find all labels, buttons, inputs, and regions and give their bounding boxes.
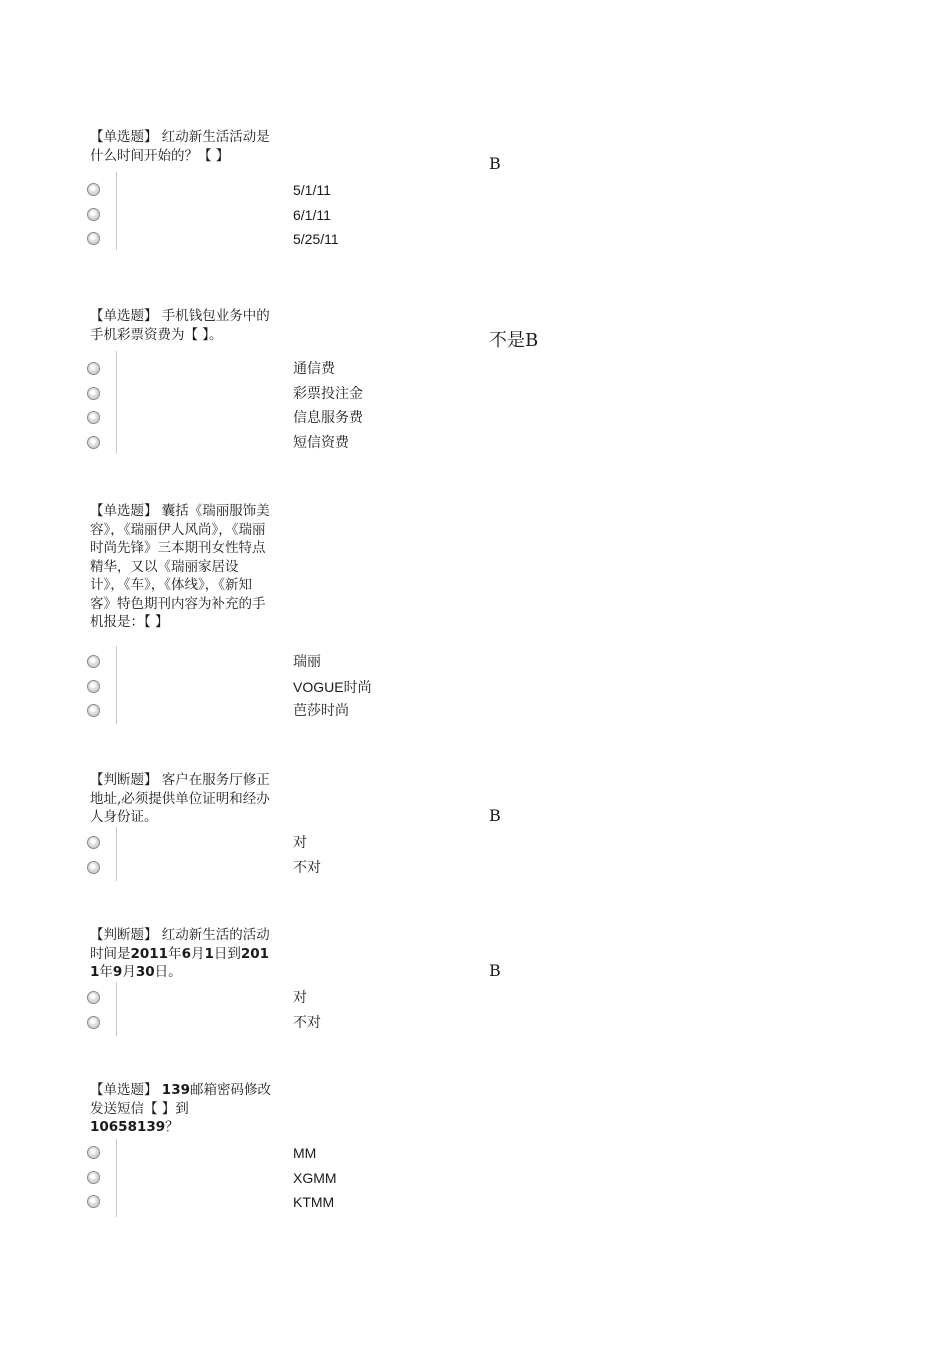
- radio-button[interactable]: [87, 1171, 100, 1184]
- radio-button[interactable]: [87, 436, 100, 449]
- question-text: 【单选题】 手机钱包业务中的手机彩票资费为【 】。: [90, 308, 270, 343]
- radio-button[interactable]: [87, 836, 100, 849]
- option-row[interactable]: [87, 180, 487, 204]
- option-row[interactable]: [87, 677, 487, 701]
- option-label: KTMM: [293, 1194, 335, 1210]
- option-label: 对: [293, 990, 307, 1006]
- radio-button[interactable]: [87, 1195, 100, 1208]
- option-label: 对: [293, 835, 307, 851]
- option-row[interactable]: [87, 858, 487, 882]
- question-prefix: 【判断题】 红动新生活的活动时间是: [90, 927, 270, 962]
- num-day-start: 1: [204, 945, 214, 962]
- answer-note: B: [489, 154, 501, 173]
- question-text: 【判断题】 客户在服务厅修正地址,必须提供单位证明和经办人身份证。: [90, 772, 270, 825]
- option-row[interactable]: [87, 384, 487, 408]
- option-label: XGMM: [293, 1170, 337, 1186]
- question-text: 【单选题】 红动新生活活动是什么时间开始的？【 】: [90, 129, 270, 164]
- radio-button[interactable]: [87, 232, 100, 245]
- unit-day-end: 日。: [154, 964, 182, 980]
- answer-note: B: [489, 806, 501, 825]
- radio-button[interactable]: [87, 680, 100, 693]
- num-year-start: 2011: [130, 945, 169, 962]
- radio-button[interactable]: [87, 411, 100, 424]
- option-row[interactable]: [87, 205, 487, 229]
- radio-button[interactable]: [87, 1016, 100, 1029]
- unit-month: 月: [122, 964, 136, 980]
- question-text: [90, 926, 278, 982]
- answer-note: B: [489, 961, 501, 980]
- option-label: 芭莎时尚: [293, 703, 349, 719]
- unit-year: 年: [168, 945, 182, 962]
- option-row[interactable]: [87, 652, 487, 676]
- option-label: MM: [293, 1145, 317, 1161]
- question-text: 【单选题】 囊括《瑞丽服饰美容》，《瑞丽伊人风尚》，《瑞丽时尚先锋》三本期刊女性特点精华，又以《瑞丽家居设计》，《车》，《体线》，《新知客》特色期刊内容为补充的手机报是：【 】: [90, 503, 270, 630]
- option-row[interactable]: [87, 988, 487, 1012]
- num-year-end: 2011: [90, 945, 270, 980]
- radio-button[interactable]: [87, 387, 100, 400]
- option-label: 5/1/11: [293, 182, 331, 198]
- option-row[interactable]: [87, 1168, 487, 1192]
- question-prefix: 【单选题】: [90, 1082, 162, 1098]
- answer-note: 不是B: [489, 330, 539, 351]
- question-text: [90, 1081, 278, 1137]
- option-label: 瑞丽: [293, 654, 321, 670]
- option-label: 5/25/11: [293, 231, 339, 247]
- option-row[interactable]: [87, 1192, 487, 1216]
- unit-month: 月: [190, 945, 205, 962]
- option-row[interactable]: [87, 229, 487, 253]
- option-row[interactable]: [87, 359, 487, 383]
- option-row[interactable]: [87, 433, 487, 457]
- option-label: 不对: [293, 1015, 321, 1031]
- option-row[interactable]: [87, 701, 487, 725]
- num-month-start: 6: [181, 945, 191, 962]
- option-label: 不对: [293, 860, 321, 876]
- option-label: 信息服务费: [293, 410, 363, 426]
- unit-day-to: 日到: [213, 945, 241, 962]
- num-10658139: 10658139: [90, 1119, 166, 1135]
- question-end: ？: [165, 1119, 179, 1135]
- radio-button[interactable]: [87, 1146, 100, 1159]
- option-label: 彩票投注金: [293, 386, 363, 402]
- option-row[interactable]: [87, 1013, 487, 1037]
- option-row[interactable]: [87, 833, 487, 857]
- radio-button[interactable]: [87, 991, 100, 1004]
- option-label: 短信资费: [293, 435, 349, 451]
- radio-button[interactable]: [87, 208, 100, 221]
- radio-button[interactable]: [87, 183, 100, 196]
- option-label: 通信费: [293, 361, 335, 377]
- radio-button[interactable]: [87, 655, 100, 668]
- radio-button[interactable]: [87, 362, 100, 375]
- option-label: VOGUE时尚: [293, 679, 372, 695]
- radio-button[interactable]: [87, 704, 100, 717]
- option-label: 6/1/11: [293, 207, 331, 223]
- option-row[interactable]: [87, 1143, 487, 1167]
- option-row[interactable]: [87, 408, 487, 432]
- num-139: 139: [161, 1082, 190, 1098]
- num-day-end: 30: [135, 964, 155, 980]
- question-middle: 邮箱密码修改发送短信【 】到: [90, 1082, 271, 1117]
- unit-year: 年: [99, 964, 113, 980]
- num-month-end: 9: [112, 964, 123, 980]
- radio-button[interactable]: [87, 861, 100, 874]
